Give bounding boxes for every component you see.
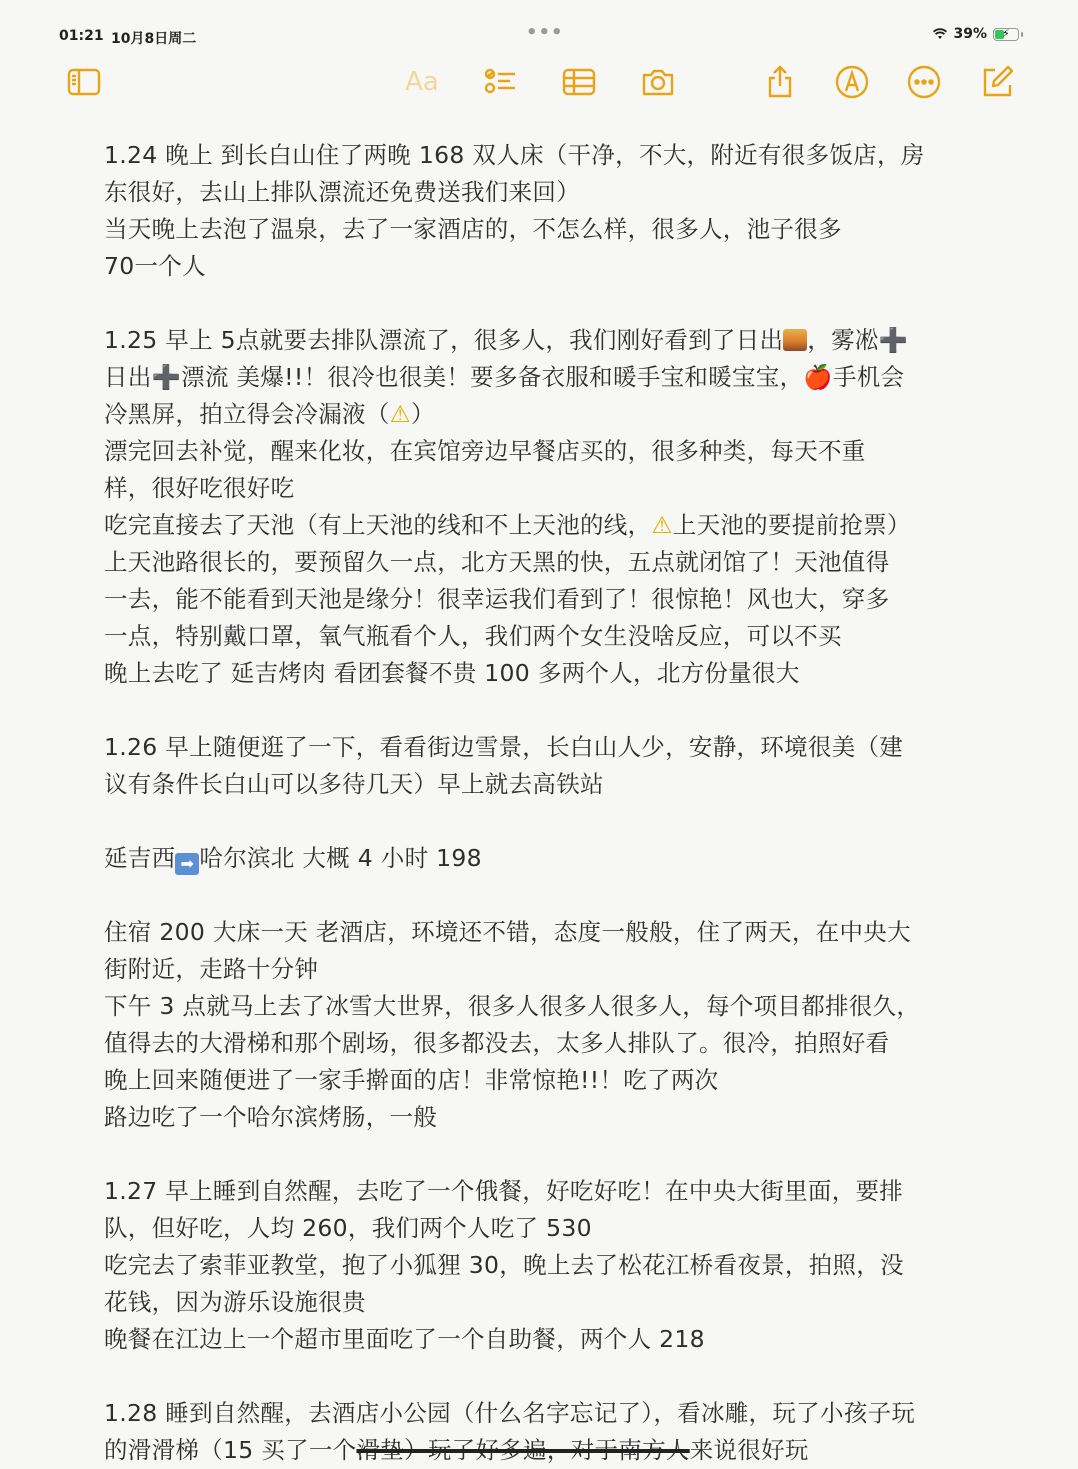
- sidebar-icon[interactable]: [64, 62, 104, 102]
- note-line: 70一个人: [104, 252, 206, 280]
- note-line: 议有条件长白山可以多待几天）早上就去高铁站: [104, 770, 604, 798]
- note-line: 一去，能不能看到天池是缘分！很幸运我们看到了！很惊艳！风也大，穿多: [104, 585, 890, 613]
- note-line: 一点，特别戴口罩，氧气瓶看个人，我们两个女生没啥反应，可以不买: [104, 622, 842, 650]
- note-line: 漂完回去补觉，醒来化妆，在宾馆旁边早餐店买的，很多种类，每天不重: [104, 437, 866, 465]
- note-body[interactable]: [104, 137, 984, 1469]
- status-date: 10月8日周二: [111, 31, 197, 47]
- share-icon[interactable]: [760, 62, 800, 102]
- multitasking-dots[interactable]: •••: [526, 22, 564, 43]
- warning-icon: ⚠: [389, 400, 411, 428]
- sunrise-icon: [783, 329, 807, 351]
- status-time: 01:21: [59, 28, 104, 44]
- strikethrough-text: 滑垫）玩了好多遍，对于南方人: [356, 1436, 690, 1464]
- status-right: [933, 26, 1023, 42]
- more-icon[interactable]: [904, 62, 944, 102]
- battery-icon: [993, 28, 1019, 41]
- note-line: 吃完直接去了天池（有上天池的线和不上天池的线，⚠上天池的要提前抢票）: [104, 511, 911, 539]
- note-line: 日出➕漂流 美爆!!！很冷也很美！要多备衣服和暖手宝和暖宝宝，🍎手机会: [104, 363, 905, 391]
- note-line: 的滑滑梯（15 买了一个滑垫）玩了好多遍，对于南方人来说很好玩: [104, 1436, 809, 1464]
- text-format-icon[interactable]: Aa: [405, 67, 439, 97]
- note-line: 晚餐在江边上一个超市里面吃了一个自助餐，两个人 218: [104, 1325, 705, 1353]
- note-line: 队，但好吃，人均 260，我们两个人吃了 530: [104, 1214, 592, 1242]
- table-icon[interactable]: [559, 62, 599, 102]
- wifi-icon: [933, 28, 947, 40]
- apple-icon: 🍎: [803, 363, 833, 391]
- charging-bolt-icon: ⚡: [1002, 26, 1010, 40]
- note-line: 1.28 睡到自然醒，去酒店小公园（什么名字忘记了），看冰雕，玩了小孩子玩: [104, 1399, 916, 1427]
- note-line: 晚上去吃了 延吉烤肉 看团套餐不贵 100 多两个人，北方份量很大: [104, 659, 800, 687]
- note-line: 住宿 200 大床一天 老酒店，环境还不错，态度一般般，住了两天，在中央大: [104, 918, 911, 946]
- note-line: 吃完去了索菲亚教堂，抱了小狐狸 30，晚上去了松花江桥看夜景，拍照，没: [104, 1251, 904, 1279]
- note-line: 路边吃了一个哈尔滨烤肠，一般: [104, 1103, 438, 1131]
- camera-icon[interactable]: [638, 62, 678, 102]
- note-line: 延吉西 ➡ 哈尔滨北 大概 4 小时 198: [104, 844, 482, 873]
- note-line: 1.27 早上睡到自然醒，去吃了一个俄餐，好吃好吃！在中央大街里面，要排: [104, 1177, 904, 1205]
- note-line: 1.26 早上随便逛了一下，看看街边雪景，长白山人少，安静，环境很美（建: [104, 733, 904, 761]
- note-line: 值得去的大滑梯和那个剧场，很多都没去，太多人排队了。很冷，拍照好看: [104, 1029, 890, 1057]
- note-line: 下午 3 点就马上去了冰雪大世界，很多人很多人很多人，每个项目都排很久，: [104, 992, 921, 1020]
- battery-percent: 39%: [953, 26, 987, 42]
- note-line: 样，很好吃很好吃: [104, 474, 295, 502]
- status-bar: [0, 0, 1078, 64]
- note-line: 冷黑屏，拍立得会冷漏液（⚠）: [104, 400, 435, 428]
- note-line: 街附近，走路十分钟: [104, 955, 319, 983]
- right-arrow-icon: ➡: [175, 853, 199, 875]
- note-line: 东很好，去山上排队漂流还免费送我们来回）: [104, 178, 580, 206]
- warning-icon: ⚠: [651, 511, 673, 539]
- note-line: 1.24 晚上 到长白山住了两晚 168 双人床（干净，不大，附近有很多饭店，房: [104, 141, 925, 169]
- note-line: 上天池路很长的，要预留久一点，北方天黑的快，五点就闭馆了！天池值得: [104, 548, 890, 576]
- note-line: 晚上回来随便进了一家手擀面的店！非常惊艳!!！吃了两次: [104, 1066, 719, 1094]
- notes-toolbar: [0, 60, 1078, 104]
- battery-cap: [1021, 32, 1023, 37]
- note-line: 花钱，因为游乐设施很贵: [104, 1288, 366, 1316]
- checklist-icon[interactable]: [480, 62, 520, 102]
- note-line: 1.25 早上 5点就要去排队漂流了，很多人，我们刚好看到了日出 ，雾凇➕: [104, 326, 909, 354]
- compose-icon[interactable]: [977, 62, 1017, 102]
- markup-pen-icon[interactable]: [832, 62, 872, 102]
- note-line: 当天晚上去泡了温泉，去了一家酒店的，不怎么样，很多人，池子很多: [104, 215, 842, 243]
